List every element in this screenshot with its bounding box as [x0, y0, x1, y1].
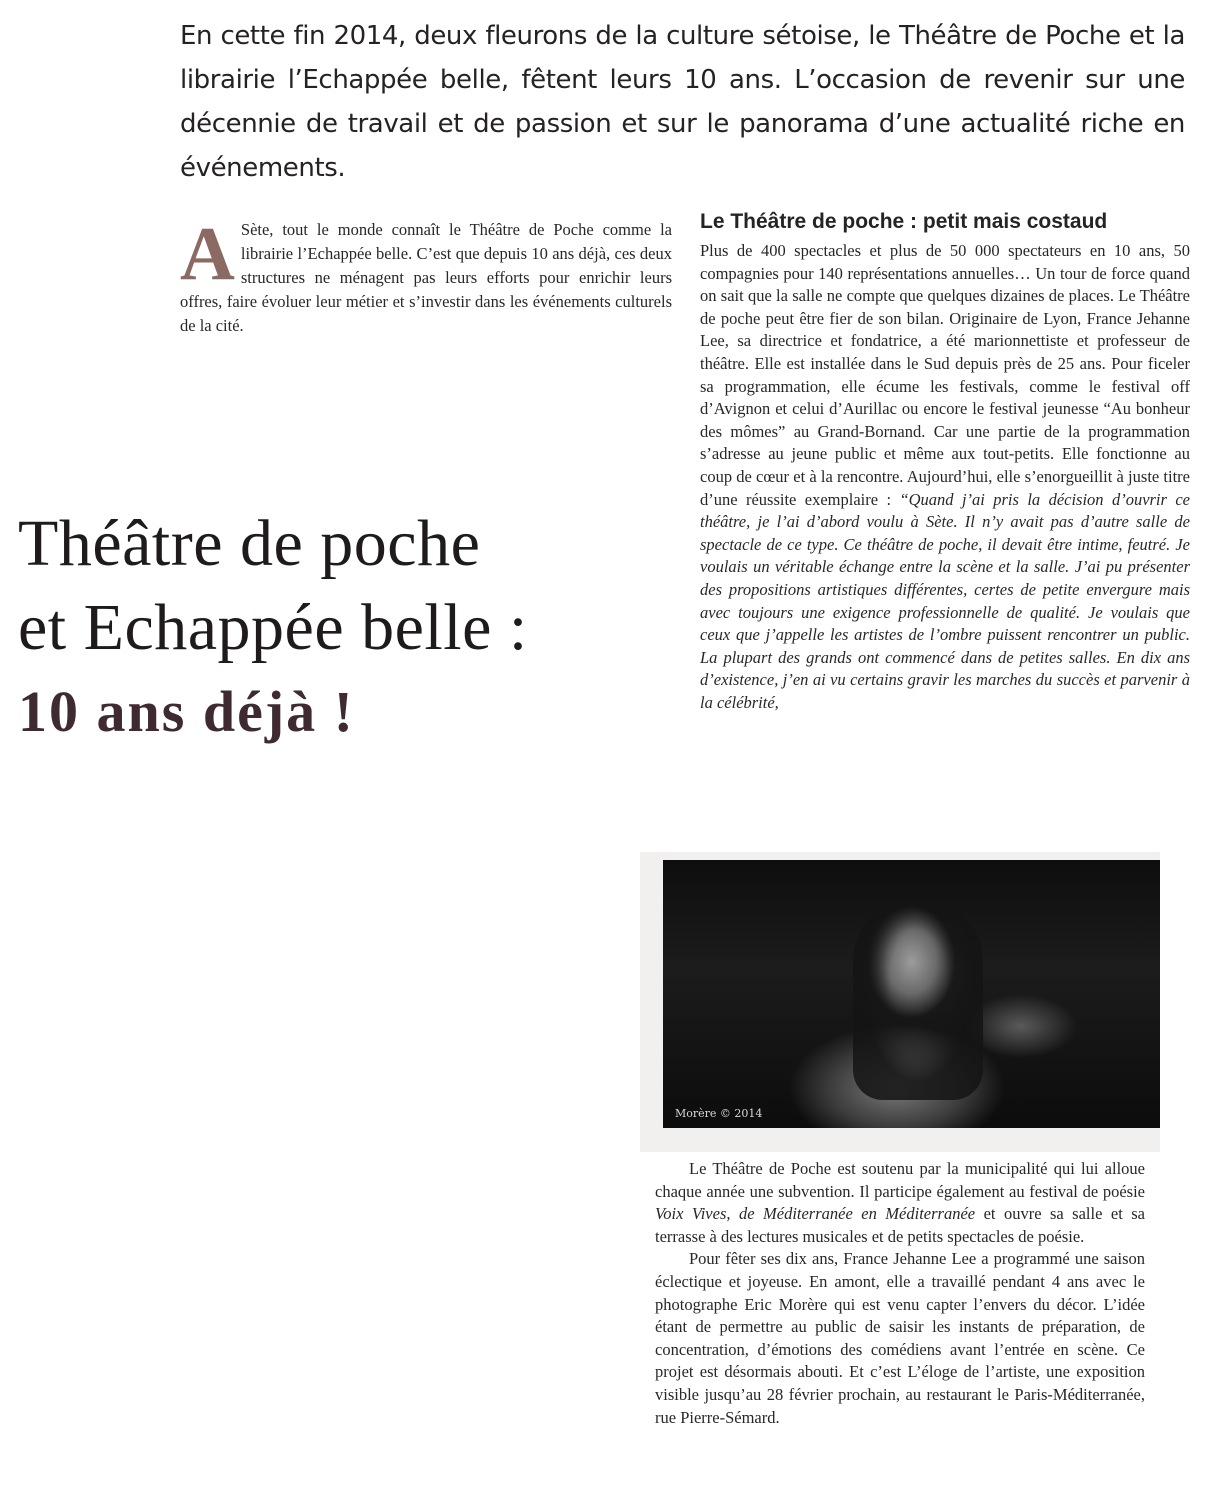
drop-cap: A: [180, 212, 235, 296]
column-body: [700, 240, 1190, 714]
portrait-photo: [663, 860, 1160, 1128]
portrait-figure: [853, 900, 983, 1100]
headline-line-2: et Echappée belle :: [18, 591, 528, 664]
headline: [18, 502, 678, 754]
intro-text: Sète, tout le monde connaît le Théâtre de Poche comme la librairie l’Echappée belle. C’est que depuis 10 ans déjà, ces deux structures ne ménagent pas leurs efforts pour enrichir leurs offres, faire évoluer leur métier et s’investir dans les événements culturels de la cité.: [180, 220, 672, 335]
photo-credit: Morère © 2014: [675, 1107, 763, 1120]
lower-paragraph-1-end: et ouvre sa salle et sa terrasse à des lectures musicales et de petits spectacles de poésie.: [655, 1204, 1145, 1246]
director-quote: “Quand j’ai pris la décision d’ouvrir ce théâtre, je l’ai d’abord voulu à Sète. Il n’y avait pas d’autre salle de spectacle de ce type. Ce théâtre de poche, il devait être intime, feutré. Je voulais un véritable échange entre la scène et la salle. J’ai pu présenter des propositions artistiques différentes, certes de petite envergure mais avec toujours une exigence professionnelle de qualité. Je voulais que ceux que j’appelle les artistes de l’ombre puissent rencontrer un public. La plupart des grands ont commencé dans de petites salles. En dix ans d’existence, j’en ai vu certains gravir les marches du succès et parvenir à la célébrité,: [700, 489, 1190, 712]
headline-line-1: Théâtre de poche: [18, 507, 481, 580]
lower-paragraph-1-start: Le Théâtre de Poche est soutenu par la municipalité qui lui alloue chaque année une subvention. Il participe également au festival de poésie: [655, 1159, 1145, 1201]
headline-line-3: 10 ans déjà !: [18, 679, 355, 744]
column-text: Plus de 400 spectacles et plus de 50 000 spectateurs en 10 ans, 50 compagnies pour 140 représentations annuelles… Un tour de force quand on sait que la salle ne compte que quelques dizaines de places. Le Théâtre de poche peut être fier de son bilan. Originaire de Lyon, France Jehanne Lee, sa directrice et fondatrice, a été marionnettiste et professeur de théâtre. Elle est installée dans le Sud depuis près de 25 ans. Pour ficeler sa programmation, elle écume les festivals, comme le festival off d’Avignon et celui d’Aurillac ou encore le festival jeunesse “Au bonheur des mômes” au Grand-Bornand. Car une partie de la programmation s’adresse au jeune public et même aux tout-petits. Elle fonctionne au coup de cœur et à la rencontre. Aujourd’hui, elle s’enorgueillit à juste titre d’une réussite exemplaire :: [700, 241, 1190, 509]
lower-paragraph-1: [655, 1158, 1145, 1248]
intro-paragraph: [180, 212, 672, 338]
festival-name: Voix Vives, de Méditerranée en Méditerranée: [655, 1204, 976, 1224]
standfirst: En cette fin 2014, deux fleurons de la culture sétoise, le Théâtre de Poche et la librairie l’Echappée belle, fêtent leurs 10 ans. L’occasion de revenir sur une décennie de travail et de passion et sur le panorama d’une actualité riche en événements.: [180, 21, 1185, 183]
column-title: Le Théâtre de poche : petit mais costaud: [700, 210, 1108, 233]
lower-article: [655, 1158, 1145, 1429]
lower-paragraph-2: Pour fêter ses dix ans, France Jehanne Lee a programmé une saison éclectique et joyeuse. En amont, elle a travaillé pendant 4 ans avec le photographe Eric Morère qui est venu capter l’envers du décor. L’idée étant de permettre au public de saisir les instants de préparation, de concentration, d’émotions des comédiens avant l’entrée en scène. Ce projet est désormais abouti. Et c’est L’éloge de l’artiste, une exposition visible jusqu’au 28 février prochain, au restaurant le Paris-Méditerranée, rue Pierre-Sémard.: [655, 1249, 1145, 1427]
